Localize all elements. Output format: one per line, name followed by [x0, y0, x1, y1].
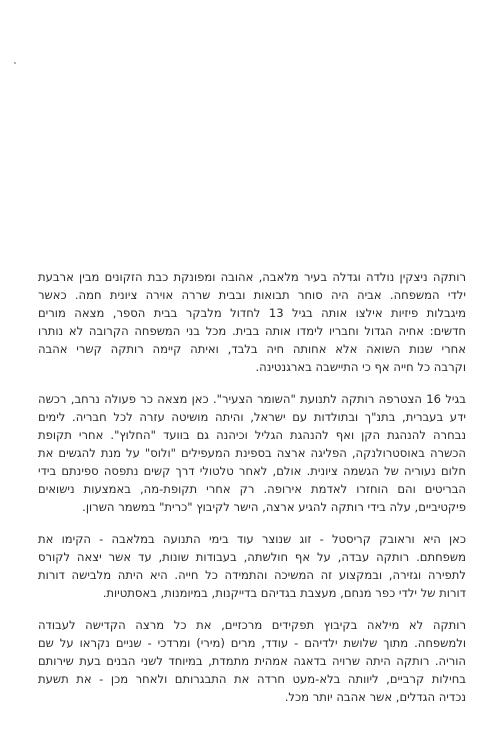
paragraph-3	[38, 530, 466, 602]
text-line: נבחרה להנהגת הקן ואף להנהגת הגליל וכיהנה גם בוועד "החלוץ". אחרי תקופת	[38, 428, 466, 442]
text-line: ידע בעברית, בתנ"ך ובתולדות עם ישראל, והיתה מושיטה עזרה לכל חבריה. לימים	[38, 410, 466, 424]
scan-dot	[14, 62, 16, 64]
text-line: נכדיה הגדלים, אשר אהבה יותר מכל.	[284, 690, 466, 704]
text-line: מיגבלות פיזיות אילצו אותה בגיל 13 לחדול מלבקר בבית הספר, מצאה מורים	[38, 306, 466, 320]
text-line: לתפירה וגזירה, ובמקצוע זה המשיכה והתמידה כל חייה. היא היתה מלבישה דורות	[38, 568, 466, 582]
text-line: הבריטים והם הוחזרו לאדמת אירופה. רק אחרי תקופת-מה, באמצעות נישואים	[38, 482, 466, 496]
text-line: חדשים: אחיה הגדול וחבריו לימדו אותה בבית. מכל בני המשפחה הקרובה לא נותרו	[38, 324, 466, 338]
text-line: רותקה ניצקין נולדה וגדלה בעיר מלאבה, אהובה ומפונקת כבת הזקונים מבין ארבעת	[38, 270, 466, 284]
text-line: כאן היא וראובק קריסטל - זוג שנוצר עוד בימי התנועה במלאבה - הקימו את	[38, 532, 466, 546]
text-line: פיקטיביים, עלה בידי רותקה להגיע ארצה, הישר לקיבוץ "כרית" במשמר השרון.	[82, 500, 466, 514]
text-line: ילדי המשפחה. אביה היה סוחר תבואות ובבית שררה אוירה ציונית חמה. כאשר	[38, 288, 466, 302]
text-line: בגיל 16 הצטרפה רותקה לתנועת "השומר הצעיר". כאן מצאה כר פעולה נרחב, רכשה	[38, 392, 466, 406]
text-line: הכשרה באוסטרולנקה, הפליגה ארצה בספינת המעפילים "ולוס" על מנת להגשים את	[38, 446, 466, 460]
text-line: ולמשפחה. מתוך שלושת ילדיהם - עודד, מרים (מירי) ומרדכי - שניים נקראו על שם	[38, 636, 466, 650]
text-line: דורות של ילדי כפר מנחם, מעצבת בגדיהם בדייקנות, במיומנות, באסתטיות.	[102, 586, 466, 600]
text-line: וקרבה כל חייה אף כי התיישבה בארגנטינה.	[255, 360, 466, 374]
paragraph-4	[38, 616, 466, 706]
text-line: רותקה לא מילאה בקיבוץ תפקידים מרכזיים, את כל מרצה הקדישה לעבודה	[38, 618, 466, 632]
text-line: אחרי שנות השואה אלא אחותה חיה בלבד, ואיתה קיימה רותקה קשרי אהבה	[38, 342, 466, 356]
text-line: חלום נעוריה של הגשמה ציונית. אולם, לאחר טלטולי דרך קשים נתפסה ספינתם בידי	[38, 464, 466, 478]
body-text	[38, 268, 466, 720]
text-line: הוריה. רותקה היתה שרויה בדאגה אמהית מתמדת, במיוחד לשני הבנים בעת שירותם	[38, 654, 466, 668]
paragraph-2	[38, 390, 466, 516]
paragraph-1	[38, 268, 466, 376]
text-line: משפחתם. רותקה עבדה, על אף חולשתה, בעבודות שונות, עד אשר יצאה לקורס	[38, 550, 466, 564]
text-line: בחילות קרביים, ליוותה בלא-מעט חרדה את התבגרותם ולאחר מכן - את תשעת	[38, 672, 466, 686]
